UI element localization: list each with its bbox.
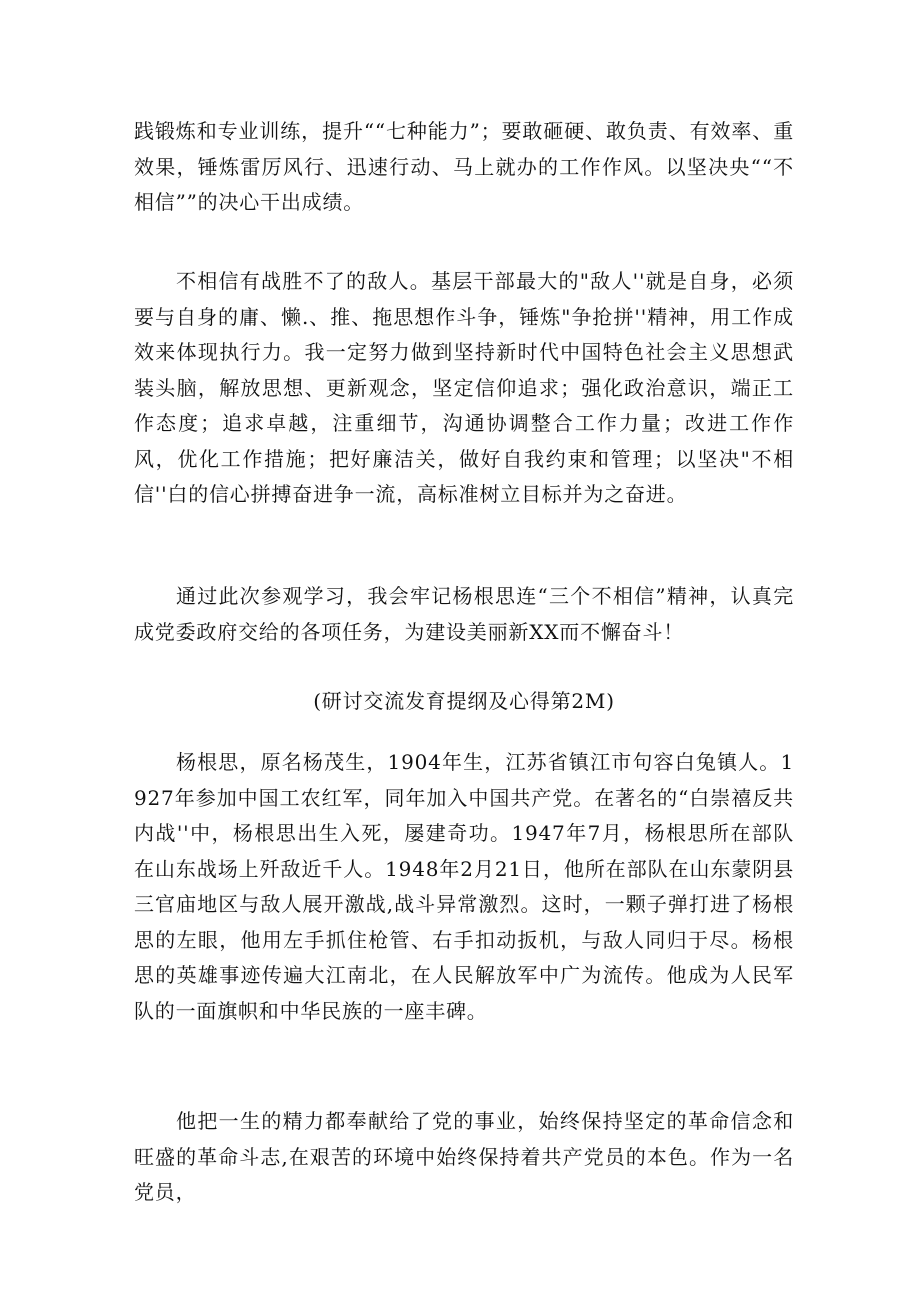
paragraph-continuation: 践锻炼和专业训练，提升““七种能力”；要敢砸硬、敢负责、有效率、重效果，锤炼雷厉风行、迅速行动、马上就办的工作作风。以坚决央““不相信””的决心干出成绩。: [134, 119, 794, 214]
section-heading: (研讨交流发育提纲及心得第2M): [313, 689, 615, 713]
paragraph-not-believe-enemy: 不相信有战胜不了的敌人。基层干部最大的"敌人''就是自身，必须要与自身的庸、懒.、推、拖思想作斗争，锤炼"争抢拼''精神，用工作成效来体现执行力。我一定努力做到坚持新时代中国特色社会主义思想武装头脑，解放思想、更新观念，坚定信仰追求；强化政治意识，端正工作态度；追求卓越，注重细节，沟通协调整合工作力量；改进工作作风，优化工作措施；把好廉洁关，做好自我约束和管理；以坚决"不相信''白的信心拼搏奋进争一流，高标准树立目标并为之奋进。: [134, 269, 794, 506]
paragraph-yang-gensi-biography: 杨根思，原名杨茂生，1904年生，江苏省镇江市句容白兔镇人。1927年参加中国工农红军，同年加入中国共产党。在著名的“白崇禧反共内战''中，杨根思出生入死，屡建奇功。1947年7月，杨根思所在部队在山东战场上歼敌近千人。1948年2月21日，他所在部队在山东蒙阴县三官庙地区与敌人展开激战,战斗异常激烈。这时，一颗子弹打进了杨根思的左眼，他用左手抓住枪管、右手扣动扳机，与敌人同归于尽。杨根思的英雄事迹传遍大江南北，在人民解放军中广为流传。他成为人民军队的一面旗帜和中华民族的一座丰碑。: [134, 750, 794, 1023]
paragraph-study-conclusion: 通过此次参观学习，我会牢记杨根思连“三个不相信”精神，认真完成党委政府交给的各项任务，为建设美丽新XX而不懈奋斗！: [134, 584, 794, 644]
paragraph-dedication: 他把一生的精力都奉献给了党的事业，始终保持坚定的革命信念和旺盛的革命斗志,在艰苦的环境中始终保持着共产党员的本色。作为一名党员，: [134, 1109, 794, 1204]
